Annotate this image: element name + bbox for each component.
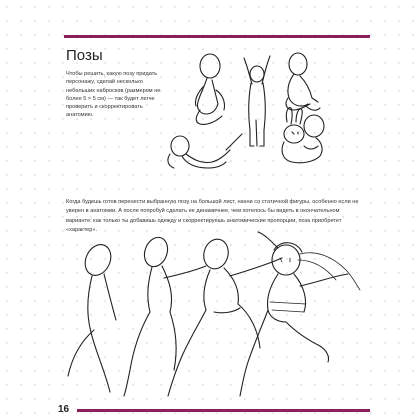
- pose-sketch-crouching: [286, 53, 320, 110]
- bottom-accent-band: [77, 409, 370, 412]
- intro-paragraph: Чтобы решить, какую позу придать персонажу, сделай несколько небольших набросков (размером не более 5 × 5 см) — так будет легче проверить и скорректировать анатомию.: [66, 71, 161, 119]
- top-accent-band: [64, 35, 370, 38]
- pose-sketch-with-bunny: [282, 108, 324, 163]
- pose-progression-illustration: [64, 230, 364, 400]
- pose-thumbnails-illustration: [160, 50, 360, 180]
- page-number: 16: [58, 404, 70, 415]
- body-paragraph: Когда будешь готов перенести выбранную позу на большой лист, начни со статичной фигуры, особенно если не уверен в анатомии. А после попробуй сделать ее динамичнее, чем хотелось бы видеть в окончательном варианте: как только ты добавишь одежду и скорректируешь анатомические пропорции, поза приобретет «характер».: [66, 199, 359, 234]
- page-title: Позы: [66, 47, 103, 64]
- pose-sketch-sitting: [195, 54, 224, 124]
- pose-stage-volume: [168, 236, 282, 396]
- pose-stage-outline: [68, 240, 116, 392]
- pose-stage-gesture: [124, 234, 206, 396]
- pose-sketch-lying: [168, 134, 242, 168]
- pose-sketch-arms-raised: [244, 56, 270, 146]
- pose-stage-character: [240, 232, 360, 396]
